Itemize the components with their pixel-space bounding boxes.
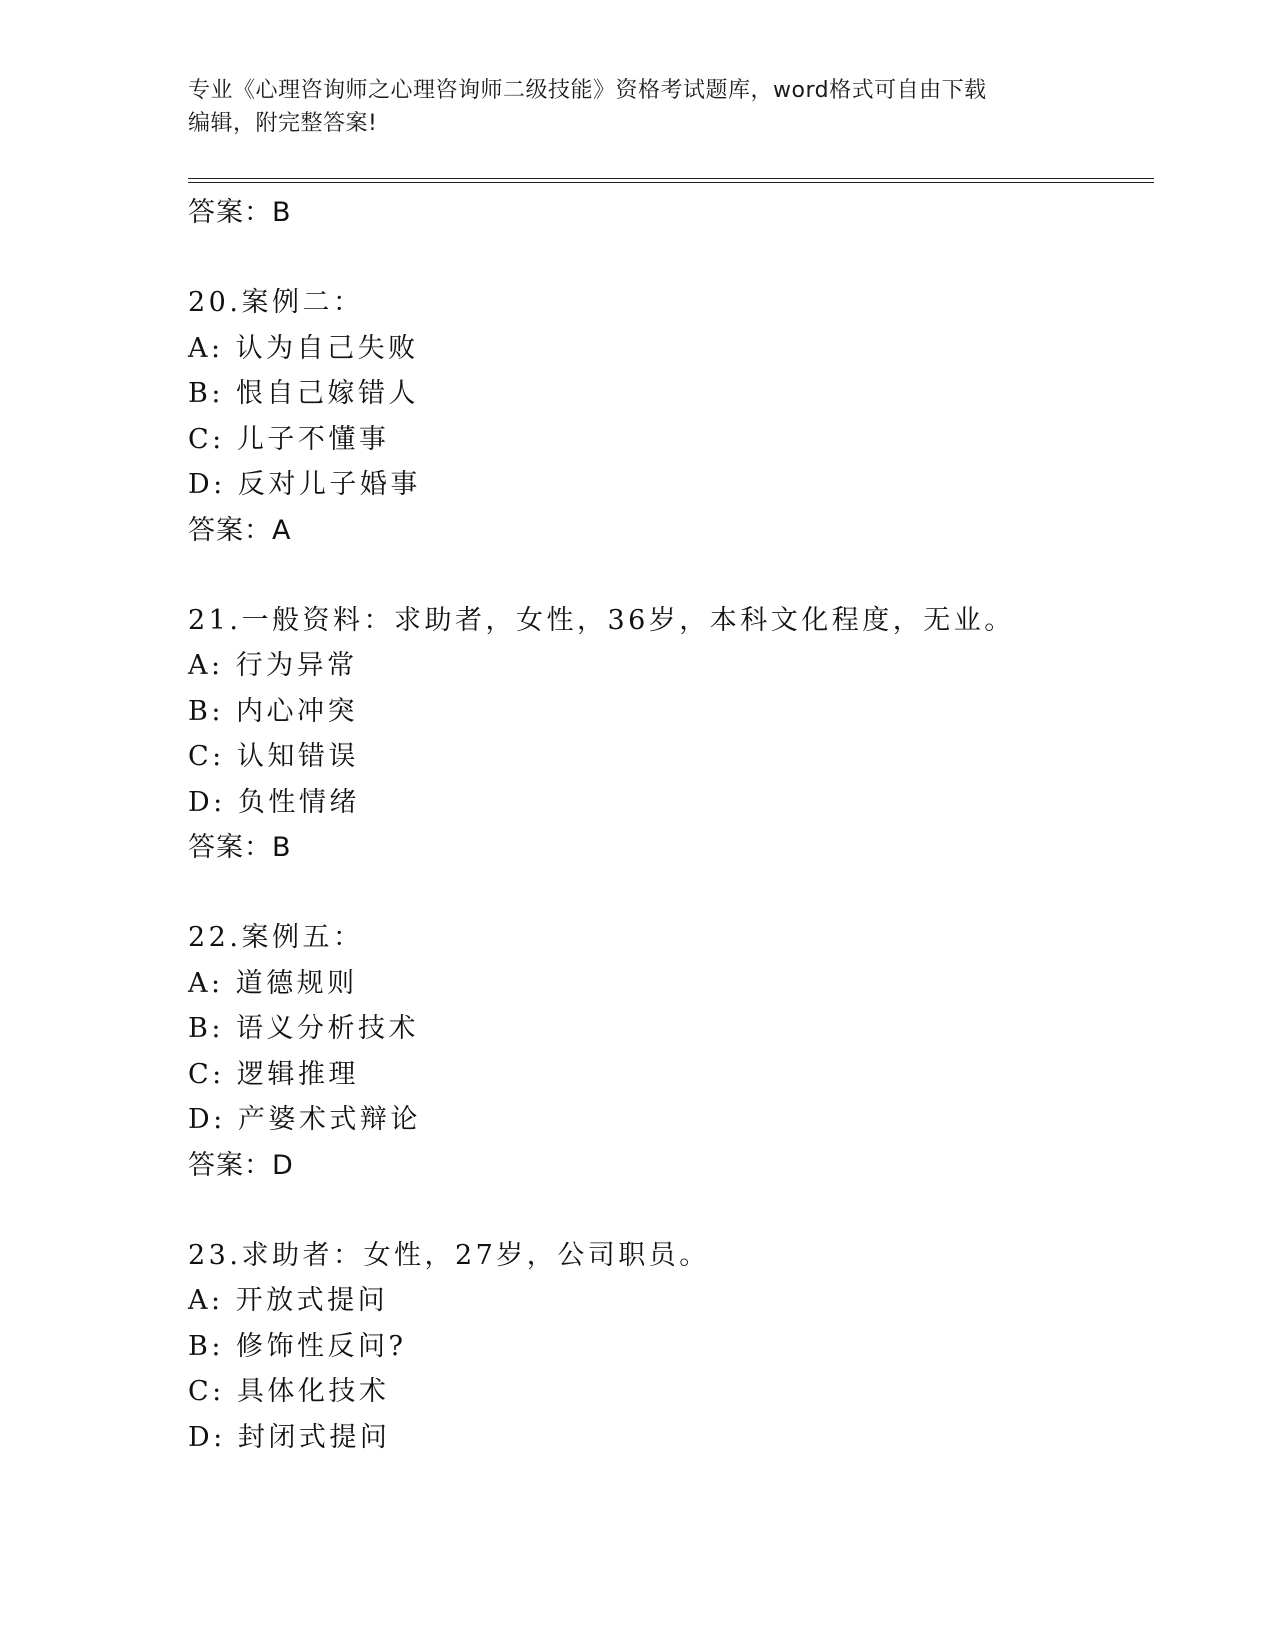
header-line-2: 编辑，附完整答案! xyxy=(188,111,378,136)
question-answer: 答案：D xyxy=(188,1149,294,1181)
option-b: B: 语义分析技术 xyxy=(188,1013,420,1044)
question-20 xyxy=(188,280,1154,553)
question-answer: 答案：B xyxy=(188,832,292,863)
option-b: B: 内心冲突 xyxy=(188,695,359,727)
header-line-1: 专业《心理咨询师之心理咨询师二级技能》资格考试题库，word格式可自由下载 xyxy=(188,78,987,103)
question-23 xyxy=(188,1233,1154,1461)
question-list xyxy=(188,190,1154,1460)
option-a: A: 行为异常 xyxy=(188,650,358,681)
question-answer: 答案：A xyxy=(188,514,292,546)
question-21 xyxy=(188,598,1154,871)
question-22 xyxy=(188,915,1154,1188)
option-b: B: 修饰性反问? xyxy=(188,1330,407,1362)
option-d: D: 负性情绪 xyxy=(188,786,360,818)
question-title: 21.一般资料：求助者，女性，36岁，本科文化程度，无业。 xyxy=(188,604,1015,636)
option-a: A: 开放式提问 xyxy=(188,1285,389,1316)
option-c: C: 儿子不懂事 xyxy=(188,423,390,455)
option-c: C: 逻辑推理 xyxy=(188,1058,359,1090)
option-c: C: 认知错误 xyxy=(188,741,359,772)
header-divider xyxy=(188,178,1154,183)
option-c: C: 具体化技术 xyxy=(188,1376,390,1407)
previous-answer: 答案：B xyxy=(188,197,292,228)
option-d: D: 反对儿子婚事 xyxy=(188,469,421,500)
option-d: D: 封闭式提问 xyxy=(188,1421,391,1453)
question-title: 22.案例五： xyxy=(188,922,364,953)
question-title: 23.求助者：女性，27岁，公司职员。 xyxy=(188,1239,710,1271)
option-a: A: 认为自己失败 xyxy=(188,332,419,364)
option-b: B: 恨自己嫁错人 xyxy=(188,378,420,409)
question-title: 20.案例二： xyxy=(188,287,364,318)
document-header xyxy=(188,74,1088,140)
option-a: A: 道德规则 xyxy=(188,967,358,999)
option-d: D: 产婆术式辩论 xyxy=(188,1104,421,1135)
